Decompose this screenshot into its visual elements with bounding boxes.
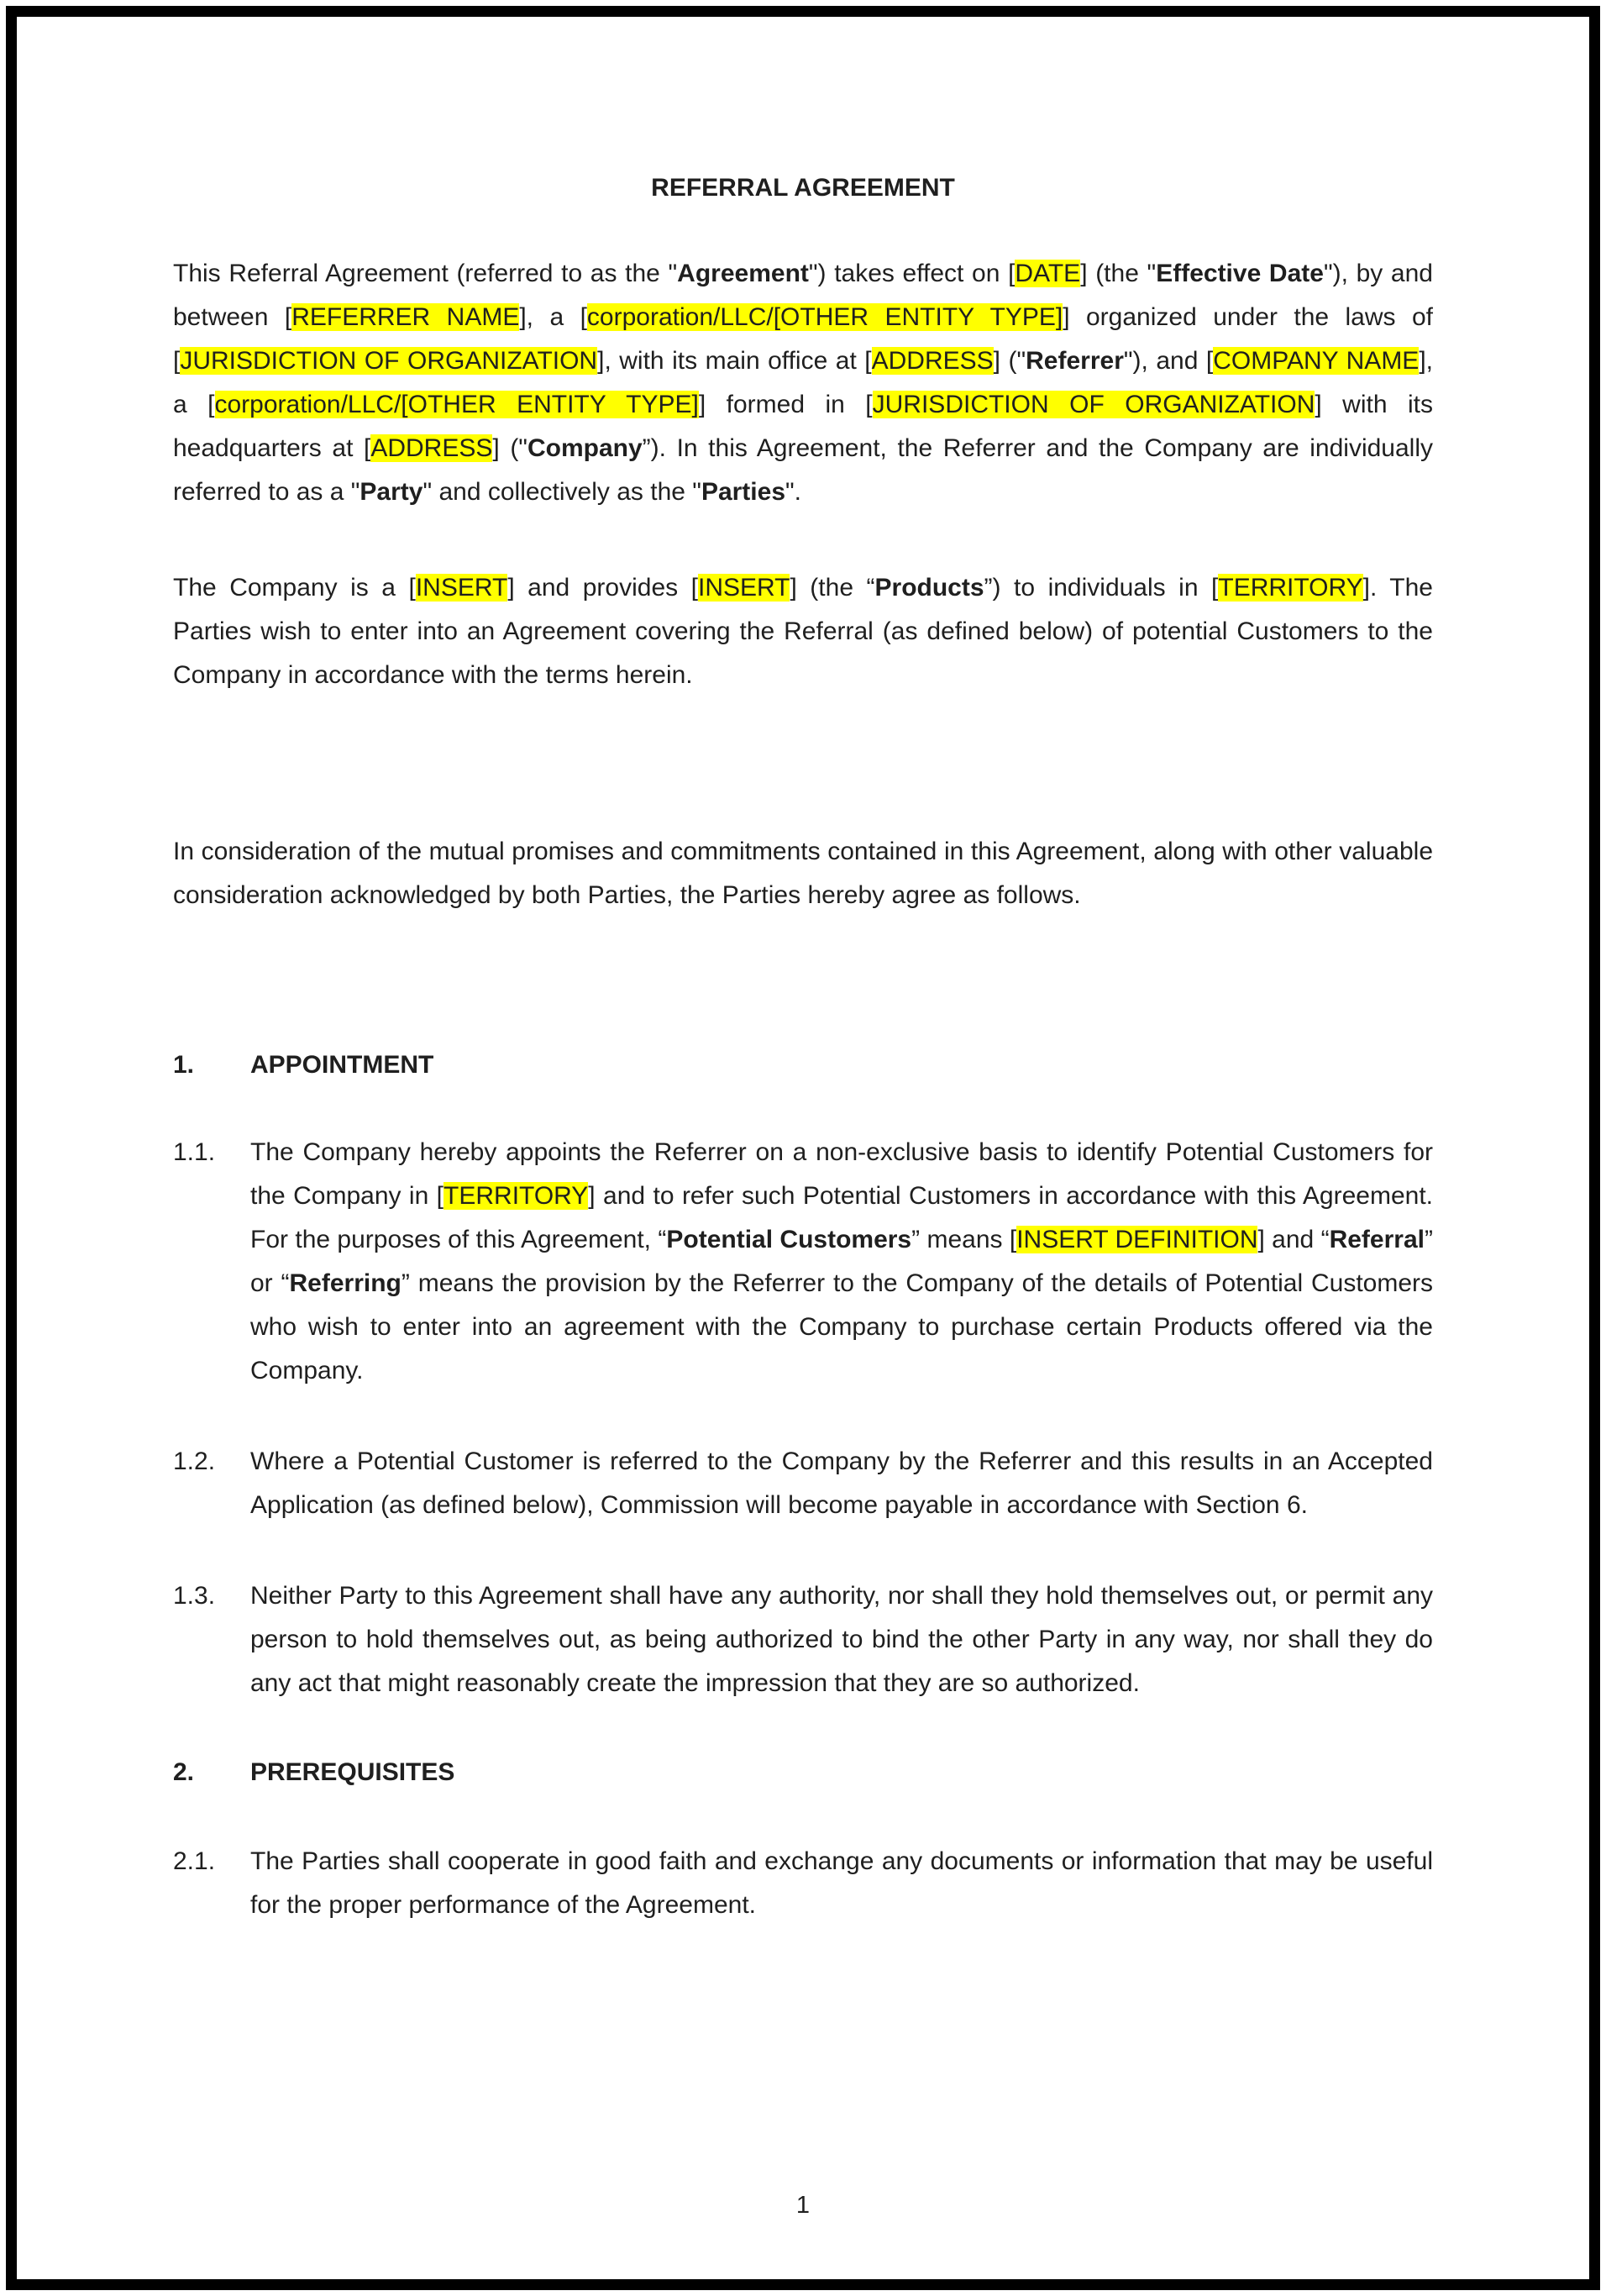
text-run: ") takes effect on [	[808, 260, 1016, 287]
clause-text	[250, 1582, 1433, 1697]
placeholder-highlight: INSERT	[697, 574, 790, 602]
placeholder-highlight: corporation/LLC/[OTHER ENTITY TYPE]	[586, 303, 1063, 331]
placeholder-highlight: INSERT	[415, 574, 508, 602]
placeholder-highlight: ADDRESS	[871, 347, 994, 375]
section-heading	[173, 1751, 1433, 1794]
text-run: " and collectively as the "	[422, 478, 701, 506]
text-run: ” means [	[911, 1226, 1017, 1253]
paragraph	[173, 830, 1433, 917]
document-blocks	[173, 252, 1433, 1927]
text-run: ], a [	[519, 303, 587, 331]
clause-text	[250, 1447, 1433, 1519]
text-run: Company	[527, 434, 643, 462]
numbered-clause	[173, 1574, 1433, 1705]
clause-number: 1.1.	[173, 1138, 216, 1166]
text-run: ] (the “	[790, 574, 875, 602]
numbered-clause	[173, 1440, 1433, 1527]
text-run: ], a [	[173, 347, 1433, 418]
text-run: ” or “	[250, 1226, 1433, 1297]
page-number: 1	[795, 2192, 811, 2219]
text-run: The Company is a [	[173, 574, 416, 602]
placeholder-highlight: TERRITORY	[1218, 574, 1363, 602]
text-run: ”). In this Agreement, the Referrer and the Company are individually referred to as a "	[173, 434, 1434, 506]
clause-number: 2.1.	[173, 1847, 216, 1875]
text-run: Referral	[1329, 1226, 1425, 1253]
placeholder-highlight: REFERRER NAME	[291, 303, 520, 331]
placeholder-highlight: COMPANY NAME	[1213, 347, 1420, 375]
text-run: ] and provides [	[507, 574, 698, 602]
text-run: This Referral Agreement (referred to as the "	[173, 260, 678, 287]
text-run: ] and “	[1257, 1226, 1330, 1253]
text-run: ] (the "	[1080, 260, 1157, 287]
clause-number: 2.	[173, 1758, 195, 1786]
text-run: ] formed in [	[698, 391, 873, 418]
placeholder-highlight: JURISDICTION OF ORGANIZATION	[872, 391, 1315, 418]
document-title: REFERRAL AGREEMENT	[651, 174, 955, 202]
placeholder-highlight: JURISDICTION OF ORGANIZATION	[180, 347, 598, 375]
clause-text	[250, 1138, 1433, 1384]
clause-number: 1.2.	[173, 1447, 216, 1475]
text-run: Effective Date	[1156, 260, 1324, 287]
text-run: "), by and between [	[173, 260, 1433, 331]
text-run: Neither Party to this Agreement shall have any authority, nor shall they hold themselves out, or permit any person to hold themselves out, as being authorized to bind the other Party in any way, nor shall they do any act that might reasonably create the impression that they are so authorized.	[250, 1582, 1433, 1697]
text-run: Party	[360, 478, 423, 506]
numbered-clause	[173, 1840, 1433, 1927]
text-run: Agreement	[677, 260, 809, 287]
text-run: In consideration of the mutual promises and commitments contained in this Agreement, along with other valuable consideration acknowledged by both Parties, the Parties hereby agree as follows.	[173, 838, 1433, 909]
placeholder-highlight: corporation/LLC/[OTHER ENTITY TYPE]	[214, 391, 699, 418]
text-run: Potential Customers	[666, 1226, 912, 1253]
text-run: Products	[874, 574, 984, 602]
placeholder-highlight: ADDRESS	[370, 434, 493, 462]
text-run: ], with its main office at [	[597, 347, 872, 375]
text-run: The Company hereby appoints the Referrer on a non-exclusive basis to identify Potential Customers for the Company in [	[250, 1138, 1433, 1210]
text-run: Parties	[701, 478, 786, 506]
text-run: Where a Potential Customer is referred to the Company by the Referrer and this results in an Accepted Application (as defined below), Commission will become payable in accordance with Section 6.	[250, 1447, 1433, 1519]
text-run: PREREQUISITES	[250, 1758, 455, 1786]
text-run: ” means the provision by the Referrer to the Company of the details of Potential Customers who wish to enter into an agreement with the Company to purchase certain Products offered via the Company.	[250, 1269, 1433, 1384]
text-run: ".	[785, 478, 801, 506]
text-run: ] ("	[492, 434, 527, 462]
clause-number: 1.	[173, 1051, 195, 1079]
text-run: "), and [	[1123, 347, 1214, 375]
text-run: ”) to individuals in [	[984, 574, 1219, 602]
placeholder-highlight: DATE	[1015, 260, 1081, 287]
clause-text	[250, 1847, 1433, 1919]
placeholder-highlight: TERRITORY	[443, 1182, 589, 1210]
clause-number: 1.3.	[173, 1582, 216, 1610]
text-run: ] and to refer such Potential Customers in accordance with this Agreement. For the purposes of this Agreement, “	[250, 1182, 1433, 1253]
page-footer	[17, 2188, 1589, 2222]
text-run: ] organized under the laws of [	[173, 303, 1433, 375]
document-page	[6, 6, 1600, 2290]
text-run: Referrer	[1026, 347, 1124, 375]
text-run: APPOINTMENT	[250, 1051, 434, 1079]
clause-text	[250, 1051, 433, 1079]
clause-text	[250, 1758, 454, 1786]
text-run: Referring	[289, 1269, 402, 1297]
text-run: ]. The Parties wish to enter into an Agreement covering the Referral (as defined below) of potential Customers to the Company in accordance with the terms herein.	[173, 574, 1433, 689]
section-heading	[173, 1043, 1433, 1087]
placeholder-highlight: INSERT DEFINITION	[1016, 1226, 1258, 1253]
text-run: The Parties shall cooperate in good faith and exchange any documents or information that may be useful for the proper performance of the Agreement.	[250, 1847, 1433, 1919]
paragraph	[173, 252, 1433, 514]
text-run: ] ("	[993, 347, 1026, 375]
paragraph	[173, 566, 1433, 697]
text-run: ] with its headquarters at [	[173, 391, 1433, 462]
numbered-clause	[173, 1131, 1433, 1393]
